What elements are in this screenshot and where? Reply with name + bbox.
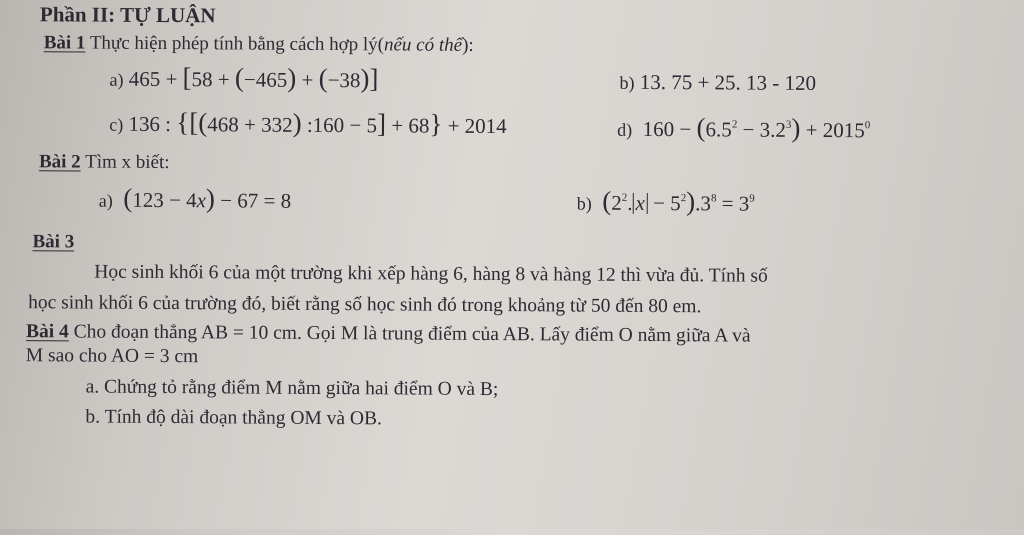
bai1-heading <box>44 33 474 55</box>
bai2-b-label: b) <box>576 193 592 214</box>
bai1-text-after: ): <box>462 34 474 56</box>
bai1-a-label: a) <box>109 69 124 90</box>
bai2-b-t4: .3 <box>695 191 712 216</box>
bai3-line1: Học sinh khối 6 của một trường khi xếp hàng 6, hàng 8 và hàng 12 thì vừa đủ. Tính số <box>94 261 768 287</box>
bai1-c: c) 136 : {[(468 + 332) :160 − 5] + 68} + 2014 <box>109 107 507 139</box>
bai1-text-before: Thực hiện phép tính bằng cách hợp lý( <box>85 32 385 56</box>
bai2-b-e3: 8 <box>710 192 717 205</box>
bai2-b-e2: 2 <box>680 192 687 205</box>
bai4-b: b. Tính độ dài đoạn thẳng OM và OB. <box>85 406 382 430</box>
bai1-d-t3: − 3.2 <box>737 117 786 142</box>
bai1-a-t1: 465 + <box>128 66 183 92</box>
bai2-b-x: x <box>635 190 645 215</box>
bai2-b-t3: − 5 <box>647 190 681 216</box>
bai2-b: b) ($2^2$. $x - 5^2).3^8 = 3^9$ <box>576 185 755 217</box>
bai2-text: Tìm x biết: <box>80 151 170 174</box>
bai1-c-t5: + 2014 <box>442 113 507 139</box>
bai1-d-e1: 2 <box>731 118 738 131</box>
bai1-a-t3: −465 <box>243 67 288 92</box>
bai1-b-label: b) <box>619 72 635 93</box>
bai2-b-e1: 2 <box>621 191 628 204</box>
bai1-d-t2: 6.5 <box>705 117 732 142</box>
bai1-d-t4: + 2015 <box>800 117 865 143</box>
bai4-a: a. Chứng tỏ rằng điểm M nằm giữa hai điểm O và B; <box>85 376 499 401</box>
bai1-title: Bài 1 <box>43 32 86 54</box>
bai2-b-e4: 9 <box>749 192 755 205</box>
bai1-a-t2: 58 + <box>191 67 236 92</box>
bai1-text-italic: nếu có thể <box>383 34 463 56</box>
bai1-d-e2: 3 <box>785 118 792 131</box>
bai2-a-label: a) <box>98 190 113 211</box>
bai1-b <box>619 69 817 95</box>
bai2-b-t5: = 3 <box>716 191 750 216</box>
bai1-a-t4: + <box>296 67 319 92</box>
bai1-b-text: 13. 75 + 25. 13 - 120 <box>639 69 817 95</box>
bai4-line1 <box>26 322 751 346</box>
bai1-d-t1: 160 − <box>642 116 697 142</box>
bai1-a: a) 465 + [58 + (−465) + (−38)] <box>109 62 379 94</box>
bai3-heading <box>32 232 74 251</box>
bai3-line2: học sinh khối 6 của trường đó, biết rằng số học sinh đó trong khoảng từ 50 đến 80 em. <box>28 292 702 318</box>
bai1-c-t2: 468 + 332 <box>207 112 293 137</box>
part-title: Phần II: TỰ LUẬN <box>39 2 216 28</box>
bai4-line1-text: Cho đoạn thẳng AB = 10 cm. Gọi M là trung điểm của AB. Lấy điểm O nằm giữa A và <box>68 321 751 347</box>
bai1-d-e3: 0 <box>864 119 871 132</box>
bai2-a: a) (123 − 4x) − 67 = 8 <box>98 182 292 214</box>
bai1-c-t3: :160 − 5 <box>301 112 378 138</box>
bai2-heading <box>39 152 170 172</box>
bai3-title: Bài 3 <box>32 231 75 253</box>
bai1-d-label: d) <box>617 119 633 140</box>
bai2-a-x: x <box>196 188 207 213</box>
bai1-a-t5: −38 <box>327 68 361 93</box>
bai4-title: Bài 4 <box>25 321 69 343</box>
bai2-title: Bài 2 <box>38 151 81 173</box>
bai1-c-label: c) <box>109 114 124 135</box>
bai1-d: d) $160 - (6.5^2 - 3.2^3) + 2015^0$ <box>617 112 871 143</box>
bai2-b-t1: 2 <box>611 190 622 215</box>
bai4-line2: M sao cho AO = 3 cm <box>25 345 199 368</box>
bai2-a-t2: − 67 = 8 <box>214 188 292 213</box>
bai2-b-t2: . <box>627 190 633 215</box>
bai2-a-t1: 123 − 4 <box>132 187 197 213</box>
bai1-c-t1: 136 : <box>128 111 177 137</box>
bai1-c-t4: + 68 <box>385 113 430 138</box>
